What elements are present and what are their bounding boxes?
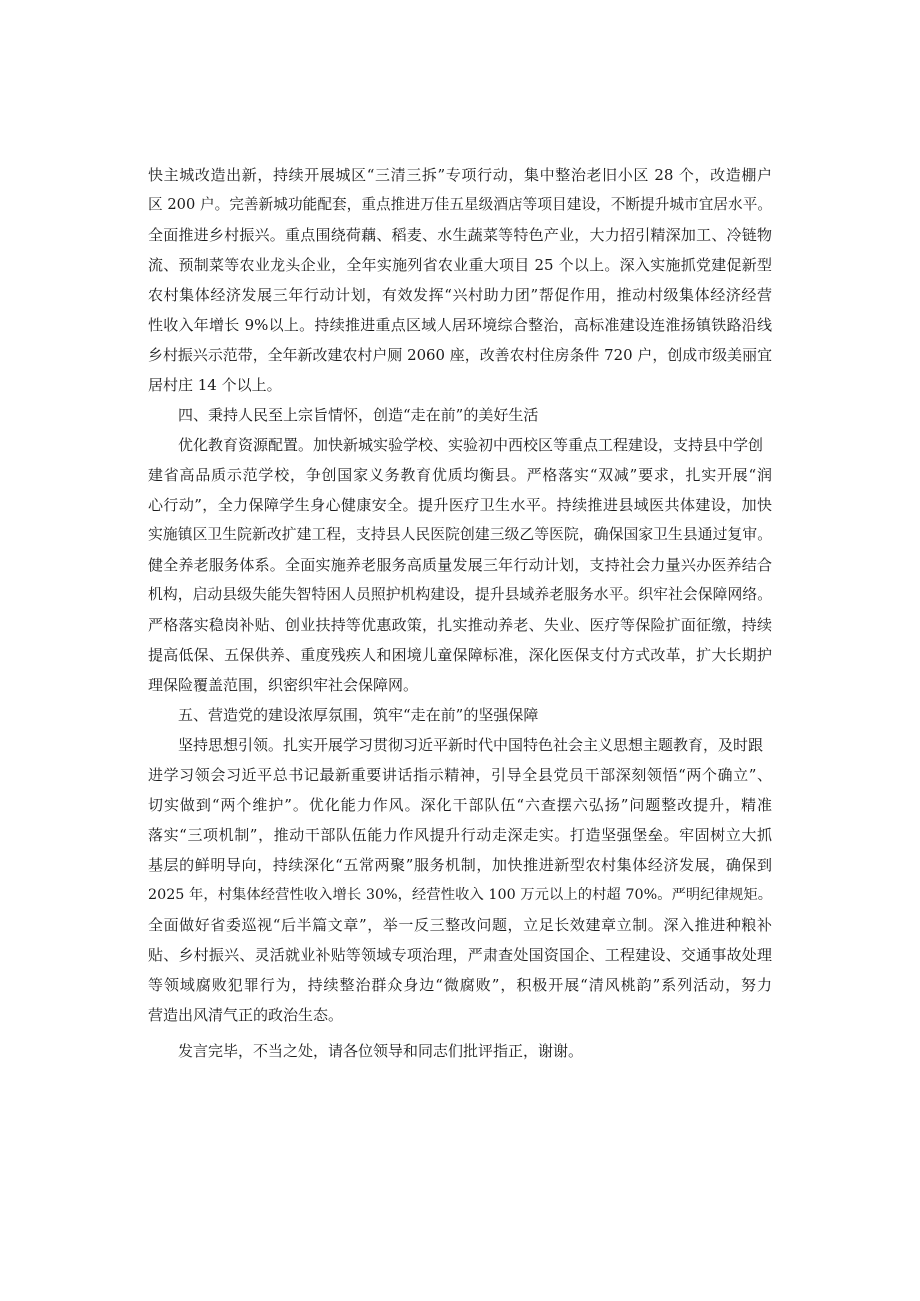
text-line: 机构，启动县级失能失智特困人员照护机构建设，提升县域养老服务水平。织牢社会保障网络。 bbox=[148, 586, 772, 603]
section-heading-4: 四、秉持人民至上宗旨情怀，创造“走在前”的美好生活 bbox=[178, 406, 539, 424]
text-line: 提高低保、五保供养、重度残疾人和困境儿童保障标准，深化医保支付方式改革，扩大长期护 bbox=[148, 646, 772, 664]
text-line: 贴、乡村振兴、灵活就业补贴等领域专项治理，严肃查处国资国企、工程建设、交通事故处理 bbox=[148, 946, 772, 964]
text-line: 理保险覆盖范围，织密织牢社会保障网。 bbox=[148, 676, 419, 694]
text-line: 心行动”，全力保障学生身心健康安全。提升医疗卫生水平。持续推进县域医共体建设，加快 bbox=[148, 496, 772, 514]
text-line: 区 200 户。完善新城功能配套，重点推进万佳五星级酒店等项目建设，不断提升城市宜居水平。 bbox=[148, 196, 772, 213]
text-line: 切实做到“两个维护”。优化能力作风。深化干部队伍“六查摆六弘扬”问题整改提升，精准 bbox=[148, 796, 772, 814]
section-heading-5: 五、营造党的建设浓厚氛围，筑牢“走在前”的坚强保障 bbox=[178, 706, 539, 724]
text-line: 流、预制菜等农业龙头企业，全年实施列省农业重大项目 25 个以上。深入实施抓党建促新型 bbox=[148, 256, 772, 274]
text-line: 进学习领会习近平总书记最新重要讲话指示精神，引导全县党员干部深刻领悟“两个确立”、 bbox=[148, 766, 772, 784]
text-line: 营造出风清气正的政治生态。 bbox=[148, 1006, 344, 1024]
text-line: 严格落实稳岗补贴、创业扶持等优惠政策，扎实推动养老、失业、医疗等保险扩面征缴，持续 bbox=[148, 616, 772, 634]
text-line: 性收入年增长 9%以上。持续推进重点区域人居环境综合整治，高标准建设连淮扬镇铁路沿线 bbox=[148, 316, 772, 334]
text-line: 全面做好省委巡视“后半篇文章”，举一反三整改问题，立足长效建章立制。深入推进种粮补 bbox=[148, 916, 772, 934]
text-line: 坚持思想引领。扎实开展学习贯彻习近平新时代中国特色社会主义思想主题教育，及时跟 bbox=[178, 736, 764, 754]
text-line: 健全养老服务体系。全面实施养老服务高质量发展三年行动计划，支持社会力量兴办医养结合 bbox=[148, 556, 772, 574]
section3-tail-paragraph bbox=[148, 160, 772, 400]
text-line: 农村集体经济发展三年行动计划，有效发挥“兴村助力团”帮促作用，推动村级集体经济经营 bbox=[148, 286, 772, 304]
text-line: 落实“三项机制”，推动干部队伍能力作风提升行动走深走实。打造坚强堡垒。牢固树立大抓 bbox=[148, 826, 772, 844]
text-line: 等领域腐败犯罪行为，持续整治群众身边“微腐败”，积极开展“清风桃韵”系列活动，努力 bbox=[148, 976, 772, 994]
closing-remark: 发言完毕，不当之处，请各位领导和同志们批评指正，谢谢。 bbox=[178, 1042, 584, 1060]
section5-paragraph bbox=[148, 730, 772, 1030]
text-line: 优化教育资源配置。加快新城实验学校、实验初中西校区等重点工程建设，支持县中学创 bbox=[178, 436, 764, 454]
text-line: 建省高品质示范学校，争创国家义务教育优质均衡县。严格落实“双减”要求，扎实开展“润 bbox=[148, 466, 772, 484]
text-line: 全面推进乡村振兴。重点围绕荷藕、稻麦、水生蔬菜等特色产业，大力招引精深加工、冷链物 bbox=[148, 226, 772, 244]
text-line: 居村庄 14 个以上。 bbox=[148, 376, 282, 394]
text-line: 快主城改造出新，持续开展城区“三清三拆”专项行动，集中整治老旧小区 28 个，改造棚户 bbox=[148, 166, 772, 184]
text-line: 实施镇区卫生院新改扩建工程，支持县人民医院创建三级乙等医院，确保国家卫生县通过复审。 bbox=[148, 526, 772, 543]
document-body bbox=[148, 160, 772, 1066]
text-line: 基层的鲜明导向，持续深化“五常两聚”服务机制，加快推进新型农村集体经济发展，确保到 bbox=[148, 856, 772, 874]
text-line: 乡村振兴示范带，全年新改建农村户厕 2060 座，改善农村住房条件 720 户，创成市级美丽宜 bbox=[148, 346, 772, 364]
text-line: 2025 年，村集体经营性收入增长 30%，经营性收入 100 万元以上的村超 70%。严明纪律规矩。 bbox=[148, 887, 772, 903]
section4-paragraph bbox=[148, 430, 772, 700]
